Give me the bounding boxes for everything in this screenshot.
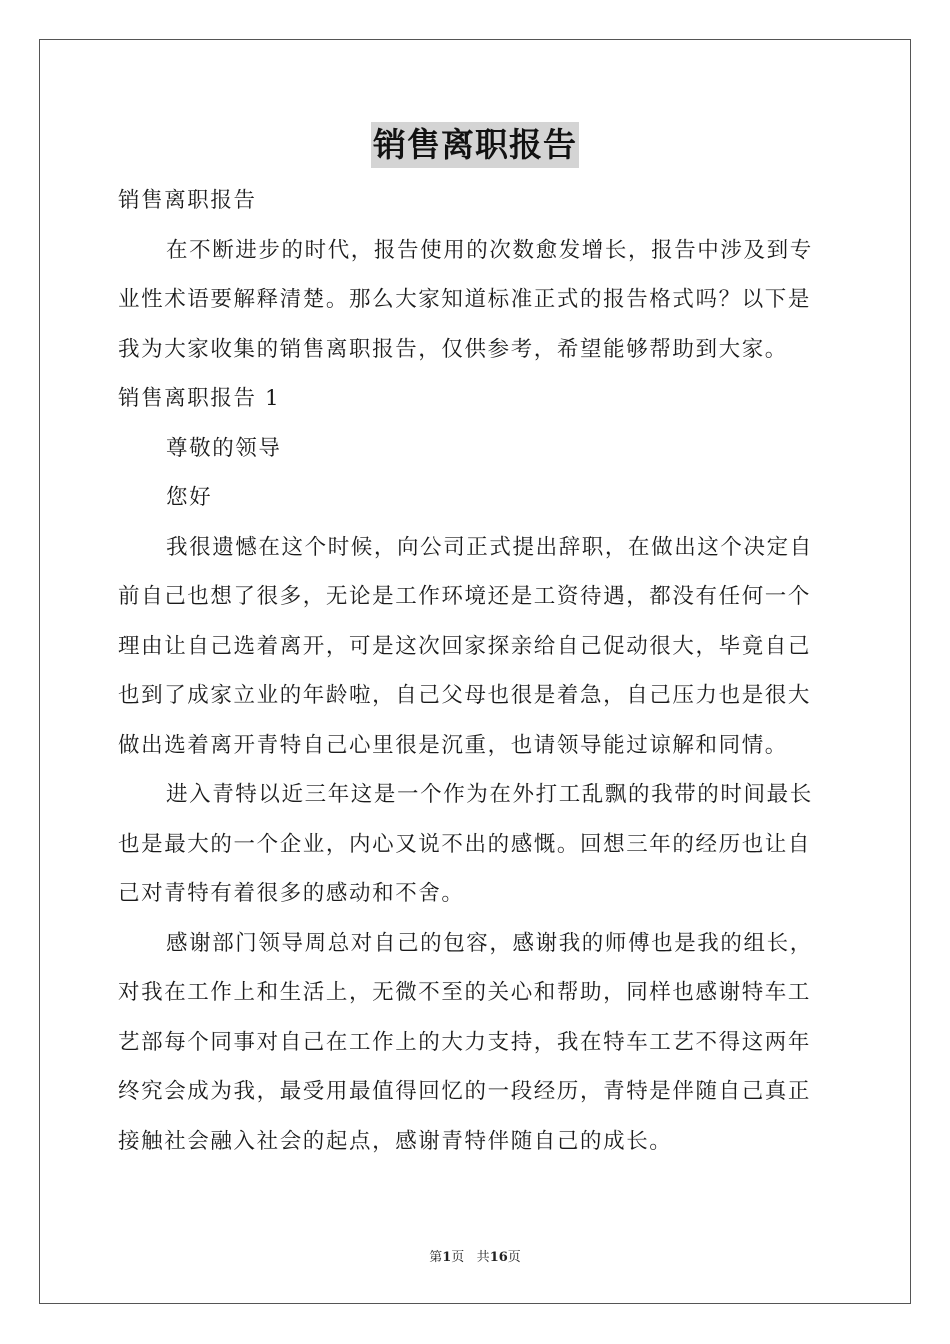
paragraph-line: 艺部每个同事对自己在工作上的大力支持，我在特车工艺不得这两年: [118, 1029, 812, 1055]
paragraph-line: 做出选着离开青特自己心里很是沉重，也请领导能过谅解和同情。: [118, 732, 788, 758]
total-label-suffix: 页: [507, 1250, 521, 1265]
title-container: [0, 122, 950, 168]
paragraph-line: 终究会成为我，最受用最值得回忆的一段经历，青特是伴随自己真正: [118, 1079, 812, 1104]
greeting: 您好: [166, 485, 213, 510]
section-heading: 销售离职报告: [118, 188, 257, 213]
paragraph-line: 在不断进步的时代，报告使用的次数愈发增长，报告中涉及到专: [166, 237, 813, 263]
paragraph-line: 也是最大的一个企业，内心又说不出的感慨。回想三年的经历也让自: [118, 831, 812, 857]
total-label-prefix: 共: [476, 1250, 490, 1265]
paragraph-line: 感谢部门领导周总对自己的包容，感谢我的师傅也是我的组长，: [166, 930, 813, 956]
paragraph-line: 前自己也想了很多，无论是工作环境还是工资待遇，都没有任何一个: [118, 584, 812, 609]
section-heading: 销售离职报告 1: [118, 386, 281, 411]
page-label-suffix: 页: [451, 1250, 465, 1265]
page-footer: [0, 1246, 950, 1265]
paragraph-line: 接触社会融入社会的起点，感谢青特伴随自己的成长。: [118, 1128, 673, 1154]
paragraph-line: 也到了成家立业的年龄啦，自己父母也很是着急，自己压力也是很大: [118, 683, 812, 708]
paragraph-line: 我很遗憾在这个时候，向公司正式提出辞职，在做出这个决定自: [166, 534, 813, 560]
document-title: 销售离职报告: [371, 122, 579, 168]
paragraph-line: 进入青特以近三年这是一个作为在外打工乱飘的我带的时间最长: [166, 782, 813, 807]
paragraph-line: 我为大家收集的销售离职报告，仅供参考，希望能够帮助到大家。: [118, 336, 788, 362]
total-pages: 16: [489, 1250, 508, 1265]
salutation: 尊敬的领导: [166, 435, 282, 461]
page-number: 1: [442, 1250, 452, 1265]
paragraph-line: 业性术语要解释清楚。那么大家知道标准正式的报告格式吗？以下是: [118, 287, 812, 312]
document-body: [118, 176, 834, 1166]
paragraph-line: 理由让自己选着离开，可是这次回家探亲给自己促动很大，毕竟自己: [118, 633, 812, 659]
page-label-prefix: 第: [429, 1250, 443, 1265]
paragraph-line: 己对青特有着很多的感动和不舍。: [118, 881, 465, 906]
paragraph-line: 对我在工作上和生活上，无微不至的关心和帮助，同样也感谢特车工: [118, 980, 812, 1005]
